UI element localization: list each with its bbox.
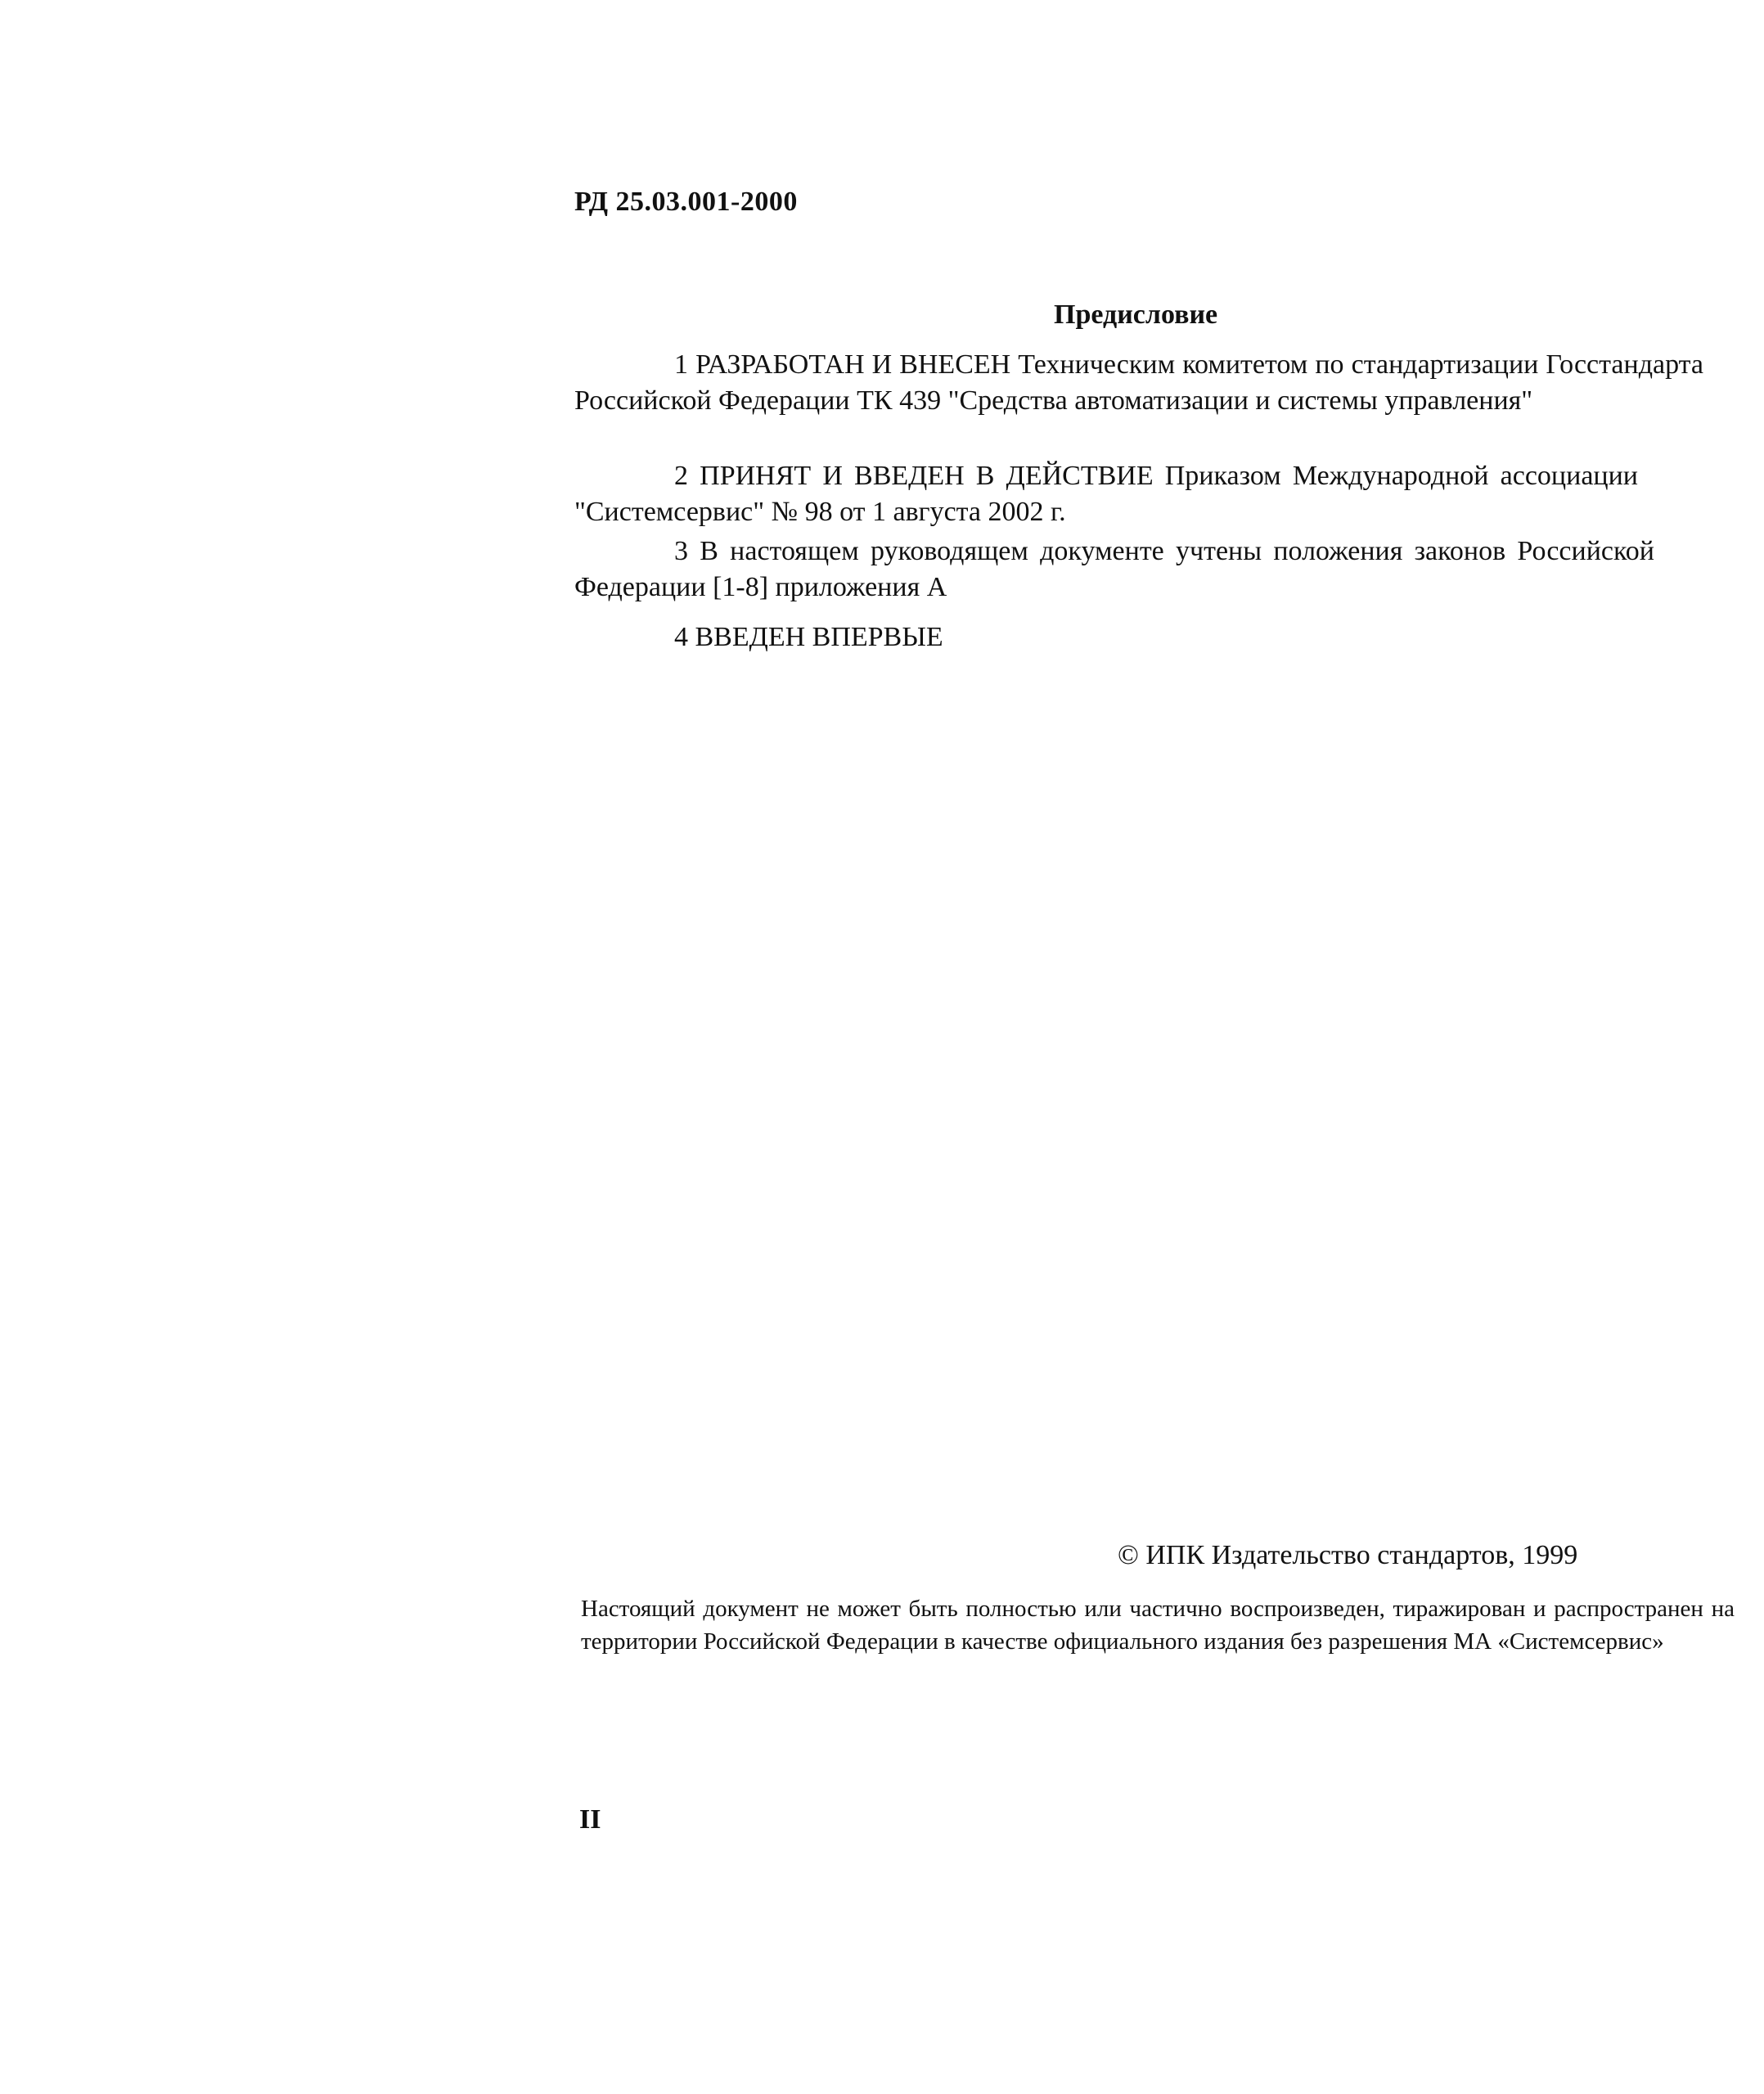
preface-item-4: 4 ВВЕДЕН ВПЕРВЫЕ xyxy=(674,622,943,652)
copyright-line: © ИПК Издательство стандартов, 1999 xyxy=(1118,1540,1578,1570)
document-code: РД 25.03.001-2000 xyxy=(574,187,798,217)
preface-title: Предисловие xyxy=(1054,299,1218,330)
reproduction-notice: Настоящий документ не может быть полностью или частично воспроизведен, тиражирован и распространен на территории Российской Федерации в качестве официального издания без разрешения МА «Системсервис» xyxy=(581,1596,1735,1655)
preface-item-1: 1 РАЗРАБОТАН И ВНЕСЕН Техническим комитетом по стандартизации Госстандарта Российской Федерации ТК 439 "Средства автоматизации и системы управления" xyxy=(574,349,1703,416)
preface-item-3: 3 В настоящем руководящем документе учтены положения законов Российской Федерации [1-8] приложения А xyxy=(574,536,1654,602)
preface-item-2: 2 ПРИНЯТ И ВВЕДЕН В ДЕЙСТВИЕ Приказом Международной ассоциации "Системсервис" № 98 от 1 августа 2002 г. xyxy=(574,461,1638,527)
page-number: II xyxy=(579,1804,601,1835)
